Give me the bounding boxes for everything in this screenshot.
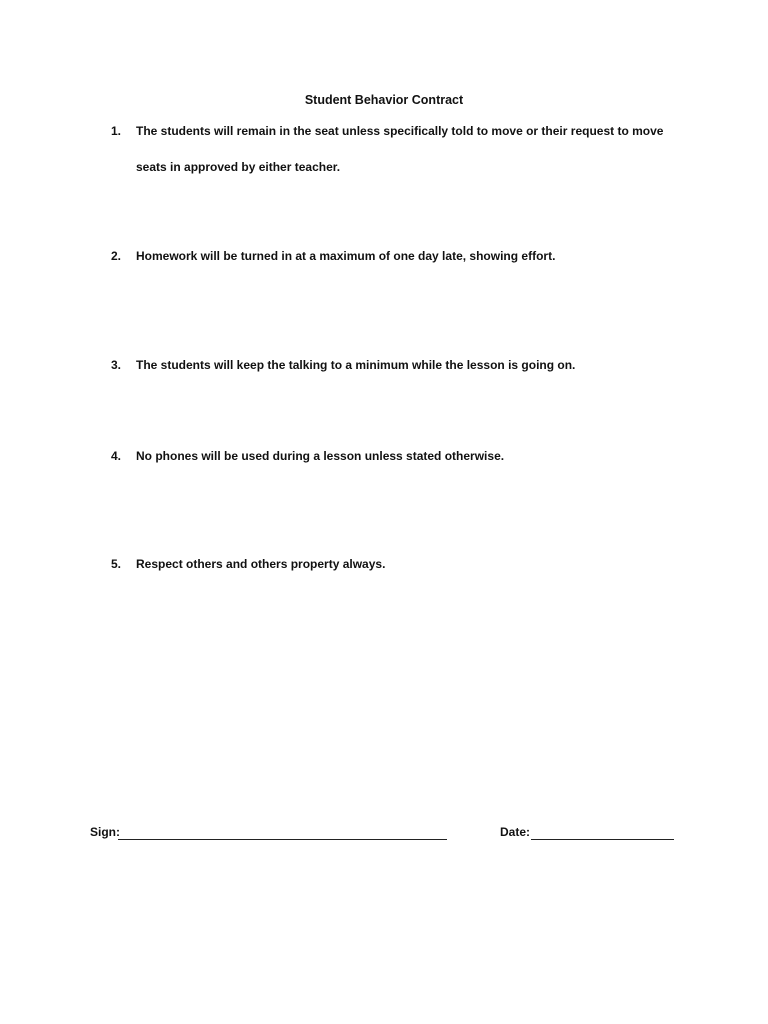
date-line-field[interactable] <box>531 839 674 840</box>
item-text: No phones will be used during a lesson unless stated otherwise. <box>136 449 505 463</box>
sign-line-field[interactable] <box>118 839 447 840</box>
item-text: The students will keep the talking to a minimum while the lesson is going on. <box>136 358 576 372</box>
item-number: 1. <box>111 124 122 138</box>
item-text: The students will remain in the seat unless specifically told to move or their request to move seats in approved by either teacher. <box>136 124 664 174</box>
date-label: Date: <box>500 825 531 839</box>
item-text: Homework will be turned in at a maximum of one day late, showing effort. <box>136 249 556 263</box>
item-number: 3. <box>111 358 122 372</box>
item-number: 2. <box>111 249 122 263</box>
item-number: 4. <box>111 449 122 463</box>
item-text: Respect others and others property always. <box>136 557 386 571</box>
signature-row <box>90 825 690 845</box>
sign-label: Sign: <box>90 825 120 839</box>
item-number: 5. <box>111 557 122 571</box>
document-title: Student Behavior Contract <box>304 93 464 107</box>
